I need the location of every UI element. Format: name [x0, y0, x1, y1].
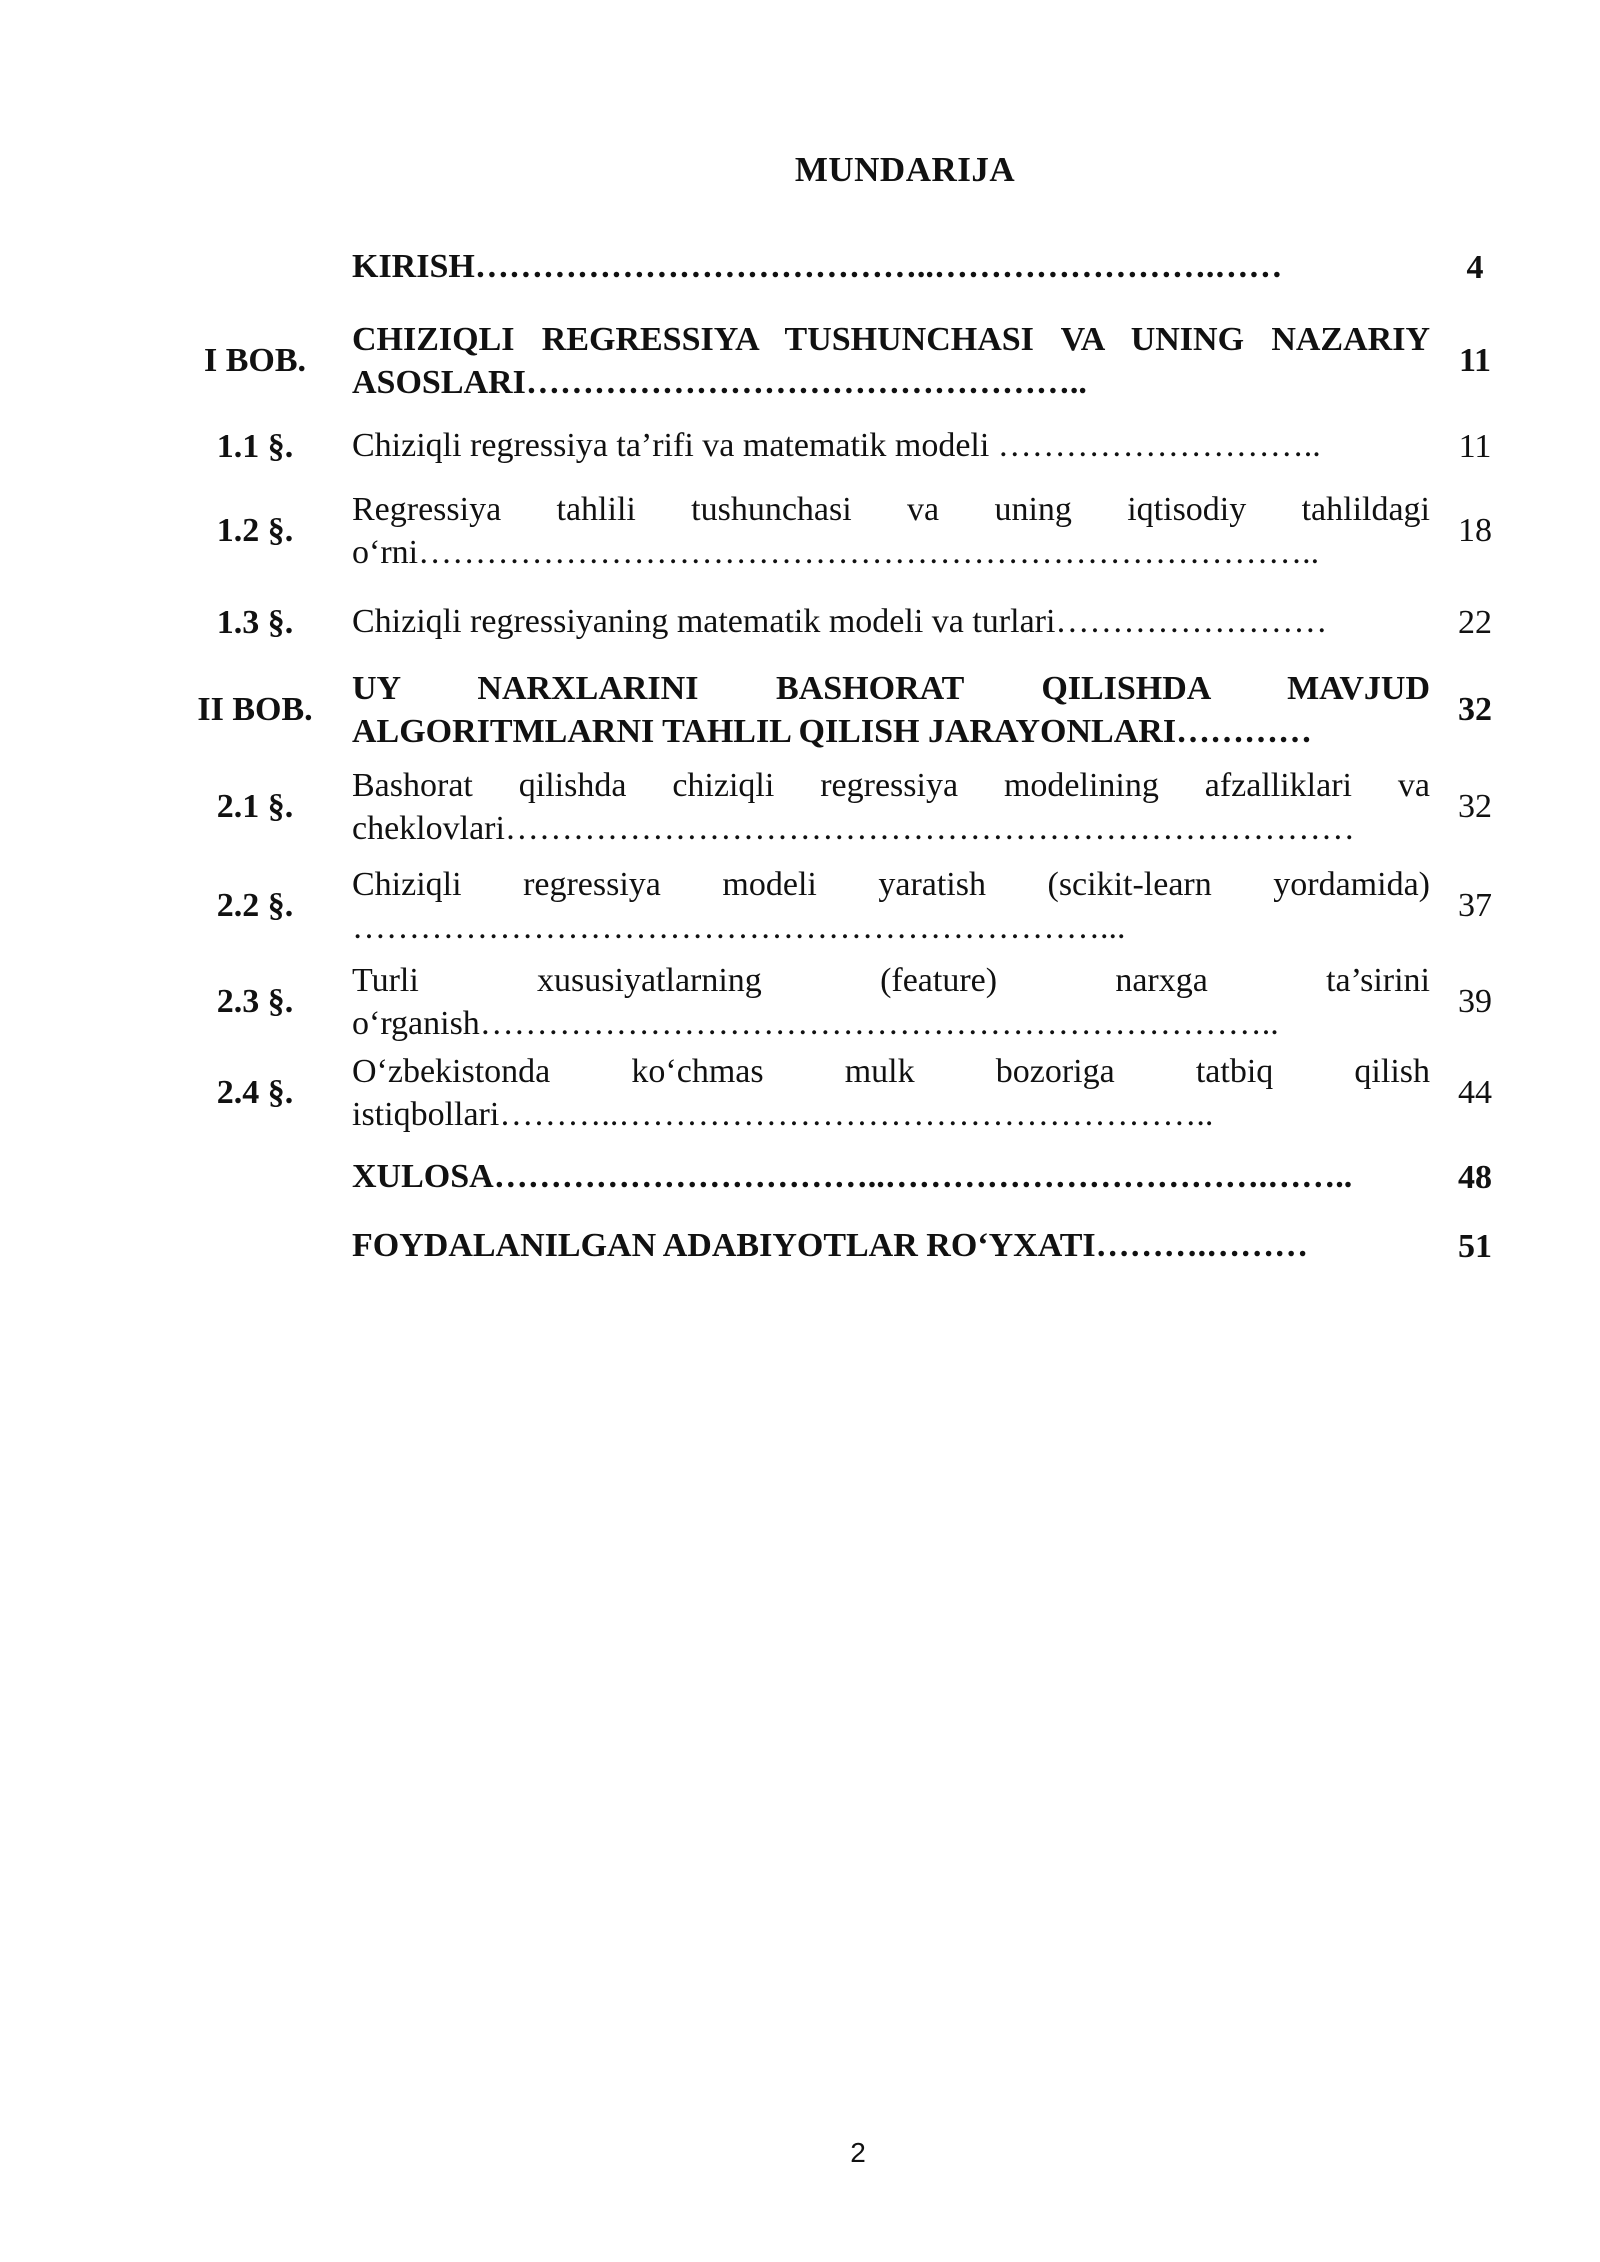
toc-entry-page: 51	[1458, 1227, 1492, 1265]
toc-entry-label: 1.2 §.	[216, 512, 294, 549]
toc-entry-page: 37	[1458, 887, 1492, 924]
toc-entry-text: O‘zbekistonda ko‘chmas mulk bozoriga tatbiq qilish istiqbollari………..……………………………………………..	[352, 1053, 1430, 1133]
toc-entry-page: 11	[1458, 342, 1492, 379]
toc-entry-text: Bashorat qilishda chiziqli regressiya modelining afzalliklari va cheklovlari…………………………………………………………………	[352, 767, 1430, 847]
toc-entry-label: 1.3 §.	[216, 603, 294, 641]
toc-entry-label: 1.1 §.	[216, 427, 294, 465]
toc-entry-text: Chiziqli regressiya ta’rifi va matematik modeli ………………………..	[352, 427, 1321, 464]
toc-entry-page: 48	[1458, 1158, 1492, 1196]
toc-entry-page: 11	[1458, 427, 1492, 465]
toc-entry-label: 2.4 §.	[216, 1074, 294, 1111]
toc-entry-section-1-2	[0, 488, 1600, 574]
toc-entry-text: Chiziqli regressiya modeli yaratish (scikit-learn yordamida) …………………………………………………………...	[352, 866, 1430, 946]
toc-entry-text: KIRISH…………………………………..…………………….……	[352, 248, 1283, 285]
toc-entry-label: II BOB.	[197, 691, 313, 728]
toc-entry-page: 32	[1458, 788, 1492, 825]
toc-entry-text: FOYDALANILGAN ADABIYOTLAR RO‘YXATI……….………	[352, 1227, 1309, 1264]
toc-entry-label: 2.2 §.	[216, 887, 294, 924]
toc-entry-section-1-3	[0, 600, 1600, 645]
toc-entry-chapter-1	[0, 318, 1600, 404]
toc-entry-bibliography	[0, 1224, 1600, 1269]
toc-entry-page: 18	[1458, 512, 1492, 549]
toc-entry-page: 32	[1458, 691, 1492, 728]
toc-entry-section-1-1	[0, 424, 1600, 469]
toc-entry-text: Chiziqli regressiyaning matematik modeli va turlari……………………	[352, 603, 1328, 640]
toc-entry-text: Regressiya tahlili tushunchasi va uning iqtisodiy tahlildagi o‘rni……………………………………………………………………..	[352, 491, 1430, 571]
toc-entry-page: 44	[1458, 1074, 1492, 1111]
toc-entry-text: Turli xususiyatlarning (feature) narxga ta’sirini o‘rganish……………………………………………………………..	[352, 962, 1430, 1042]
toc-entry-page: 22	[1458, 603, 1492, 641]
toc-entry-page: 4	[1466, 248, 1484, 286]
toc-entry-text: XULOSA……………………………..…………………………….……..	[352, 1158, 1353, 1195]
toc-entry-kirish	[0, 245, 1600, 290]
toc-entry-section-2-3	[0, 959, 1600, 1045]
toc-entry-section-2-2	[0, 863, 1600, 949]
toc-entry-text: CHIZIQLI REGRESSIYA TUSHUNCHASI VA UNING NAZARIY ASOSLARI…………………………………………..	[352, 321, 1430, 401]
toc-entry-section-2-1	[0, 764, 1600, 850]
toc-entry-label: 2.3 §.	[216, 983, 294, 1020]
toc-entry-page: 39	[1458, 983, 1492, 1020]
page-title: MUNDARIJA	[794, 150, 1016, 189]
toc-entry-section-2-4	[0, 1050, 1600, 1136]
toc-entry-xulosa	[0, 1155, 1600, 1200]
page-number: 2	[850, 2137, 866, 2168]
toc-entry-chapter-2	[0, 667, 1600, 753]
toc-entry-text: UY NARXLARINI BASHORAT QILISHDA MAVJUD ALGORITMLARNI TAHLIL QILISH JARAYONLARI…………	[352, 670, 1430, 750]
toc-entry-label: I BOB.	[203, 342, 307, 379]
toc-entry-label: 2.1 §.	[216, 788, 294, 825]
